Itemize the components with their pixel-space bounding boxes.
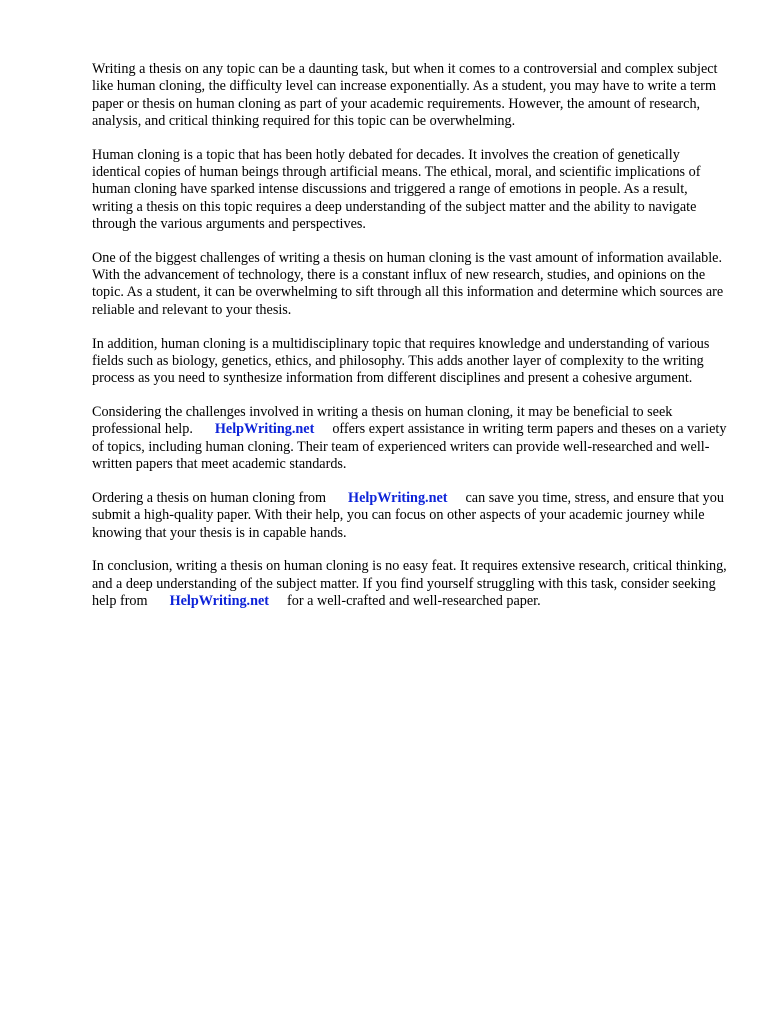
- paragraph-conclusion-text-after: for a well-crafted and well-researched paper.: [287, 592, 541, 609]
- paragraph-conclusion: [92, 558, 728, 610]
- paragraph-ordering: [92, 490, 728, 542]
- paragraph-ordering-text-before: Ordering a thesis on human cloning from: [92, 489, 327, 506]
- helpwriting-link[interactable]: HelpWriting.net: [348, 489, 448, 506]
- helpwriting-link[interactable]: HelpWriting.net: [214, 421, 315, 438]
- paragraph-ordering-text-after: can save you time, stress, and ensure that you submit a high-quality paper. With their help, you can focus on other aspects of your academic journey while knowing that your thesis is in capable hands.: [92, 489, 724, 541]
- paragraph-professional-help-text-after: offers expert assistance in writing term papers and theses on a variety of topics, including human cloning. Their team of experienced writers can provide well-researched and well-written papers that meet academic standards.: [92, 421, 727, 473]
- paragraph-multidisciplinary: In addition, human cloning is a multidisciplinary topic that requires knowledge and understanding of various fields such as biology, genetics, ethics, and philosophy. This adds another layer of complexity to the writing process as you need to synthesize information from different disciplines and present a cohesive argument.: [92, 335, 710, 387]
- paragraph-professional-help-text-before: Considering the challenges involved in writing a thesis on human cloning, it may be beneficial to seek professional help.: [92, 404, 673, 438]
- helpwriting-link[interactable]: HelpWriting.net: [169, 592, 270, 609]
- paragraph-background: Human cloning is a topic that has been hotly debated for decades. It involves the creation of genetically identical copies of human beings through artificial means. The ethical, moral, and scientific implications of human cloning have sparked intense discussions and triggered a range of emotions in people. As a result, writing a thesis on this topic requires a deep understanding of the subject matter and the ability to navigate through the various arguments and perspectives.: [92, 146, 701, 232]
- paragraph-challenges: One of the biggest challenges of writing a thesis on human cloning is the vast amount of information available. With the advancement of technology, there is a constant influx of new research, studies, and opinions on the topic. As a student, it can be overwhelming to sift through all this information and determine which sources are reliable and relevant to your thesis.: [92, 249, 724, 318]
- document-body: [92, 61, 728, 627]
- paragraph-conclusion-text-before: In conclusion, writing a thesis on human cloning is no easy feat. It requires extensive research, critical thinking, and a deep understanding of the subject matter. If you find yourself struggling with this task, consider seeking help from: [92, 558, 727, 609]
- paragraph-intro: Writing a thesis on any topic can be a daunting task, but when it comes to a controversial and complex subject like human cloning, the difficulty level can increase exponentially. As a student, you may have to write a term paper or thesis on human cloning as part of your academic requirements. However, the amount of research, analysis, and critical thinking required for this topic can be overwhelming.: [92, 61, 718, 129]
- paragraph-professional-help: [92, 404, 728, 473]
